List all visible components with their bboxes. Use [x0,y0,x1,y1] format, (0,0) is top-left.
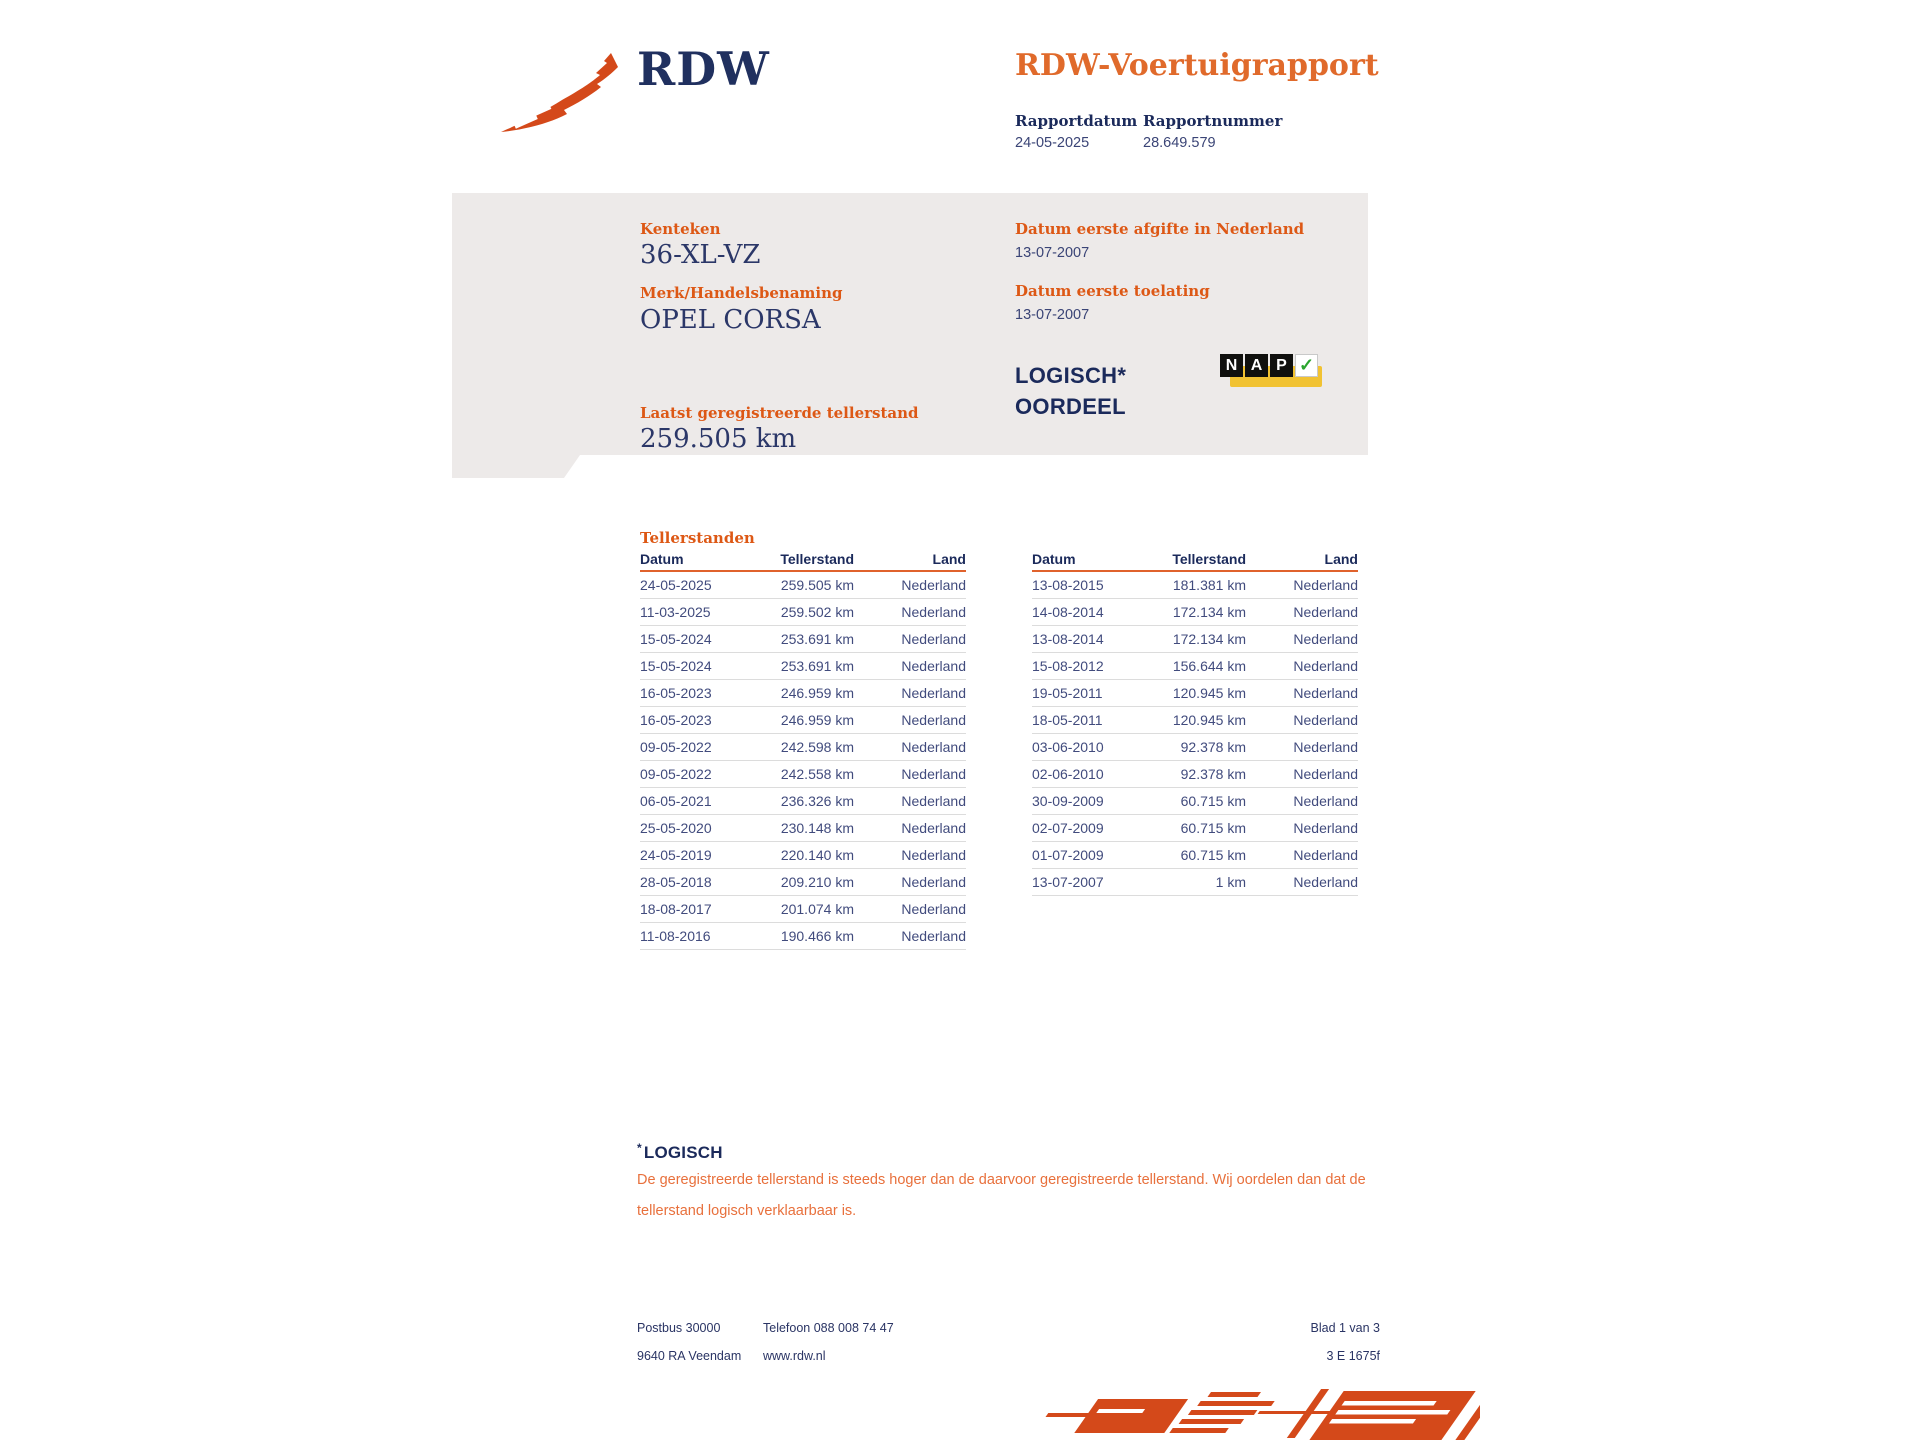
footer-address-line1: Postbus 30000 [637,1321,721,1335]
nap-letter-a: A [1245,354,1268,377]
cell-land: Nederland [901,793,966,809]
cell-datum: 13-08-2014 [1032,631,1104,647]
report-number-label: Rapportnummer [1143,112,1283,130]
footer-page-info [1180,1314,1380,1370]
table-row [1032,815,1358,842]
cell-land: Nederland [1293,577,1358,593]
cell-land: Nederland [901,577,966,593]
cell-land: Nederland [901,847,966,863]
cell-tellerstand: 92.378 km [1180,739,1246,755]
nap-letter-n: N [1220,354,1243,377]
cell-datum: 16-05-2023 [640,712,712,728]
cell-datum: 15-08-2012 [1032,658,1104,674]
cell-land: Nederland [901,766,966,782]
report-title: RDW-Voertuigrapport [1015,48,1379,83]
col-header-datum: Datum [1032,551,1076,567]
table-row [1032,626,1358,653]
report-date-value: 24-05-2025 [1015,135,1090,151]
cell-datum: 19-05-2011 [1032,685,1103,701]
oordeel-text [1015,360,1126,422]
toelating-label: Datum eerste toelating [1015,282,1210,300]
table-row [640,896,966,923]
nap-checkmark-icon: ✓ [1295,354,1318,377]
table-row [640,842,966,869]
footnote-heading-text: LOGISCH [643,1143,723,1162]
cell-land: Nederland [1293,847,1358,863]
kenteken-label: Kenteken [640,220,721,238]
laatste-tellerstand-label: Laatst geregistreerde tellerstand [640,404,919,422]
col-header-tellerstand: Tellerstand [780,551,854,567]
cell-tellerstand: 120.945 km [1172,712,1246,728]
rdw-logotype: RDW [637,42,770,96]
cell-tellerstand: 242.558 km [780,766,854,782]
table-row [640,923,966,950]
table-row [640,599,966,626]
cell-land: Nederland [1293,874,1358,890]
cell-land: Nederland [901,739,966,755]
toelating-value: 13-07-2007 [1015,307,1090,323]
cell-datum: 28-05-2018 [640,874,712,890]
kenteken-value: 36-XL-VZ [640,240,761,270]
speed-lines-graphic-icon [1030,1382,1480,1440]
oordeel-line1: LOGISCH* [1015,363,1127,388]
table-row [640,572,966,599]
cell-datum: 18-08-2017 [640,901,712,917]
report-date-label: Rapportdatum [1015,112,1138,130]
table-row [640,788,966,815]
cell-tellerstand: 201.074 km [780,901,854,917]
cell-tellerstand: 209.210 km [780,874,854,890]
cell-datum: 16-05-2023 [640,685,712,701]
table-row [1032,869,1358,896]
cell-datum: 11-08-2016 [640,928,711,944]
cell-land: Nederland [1293,739,1358,755]
footer-phone: Telefoon 088 008 74 47 [763,1321,894,1335]
cell-datum: 02-06-2010 [1032,766,1104,782]
col-header-tellerstand: Tellerstand [1172,551,1246,567]
col-header-land: Land [932,551,966,567]
cell-datum: 01-07-2009 [1032,847,1104,863]
cell-land: Nederland [1293,685,1358,701]
table-body [1032,572,1358,896]
table-row [640,653,966,680]
cell-land: Nederland [901,631,966,647]
afgifte-value: 13-07-2007 [1015,245,1090,261]
nap-logo [1220,354,1324,390]
cell-tellerstand: 172.134 km [1172,631,1246,647]
cell-datum: 03-06-2010 [1032,739,1104,755]
cell-datum: 25-05-2020 [640,820,712,836]
cell-tellerstand: 60.715 km [1180,847,1246,863]
footer-address [637,1314,741,1370]
cell-land: Nederland [901,658,966,674]
footer-address-line2: 9640 RA Veendam [637,1349,742,1363]
afgifte-label: Datum eerste afgifte in Nederland [1015,220,1305,238]
cell-tellerstand: 253.691 km [780,631,854,647]
cell-tellerstand: 236.326 km [780,793,854,809]
cell-land: Nederland [901,820,966,836]
cell-datum: 06-05-2021 [640,793,712,809]
table-row [1032,572,1358,599]
merk-label: Merk/Handelsbenaming [640,284,843,302]
table-row [1032,842,1358,869]
cell-tellerstand: 60.715 km [1180,793,1246,809]
footnote-heading [637,1141,723,1163]
cell-land: Nederland [901,685,966,701]
table-row [640,680,966,707]
table-row [1032,761,1358,788]
cell-land: Nederland [901,901,966,917]
cell-tellerstand: 92.378 km [1180,766,1246,782]
cell-land: Nederland [1293,820,1358,836]
rdw-wing-logo-icon [498,52,622,134]
tellerstanden-table-right [1032,545,1358,896]
cell-tellerstand: 190.466 km [780,928,854,944]
table-row [1032,599,1358,626]
tellerstanden-heading: Tellerstanden [640,529,755,547]
cell-land: Nederland [1293,658,1358,674]
oordeel-line2: OORDEEL [1015,394,1126,419]
cell-tellerstand: 242.598 km [780,739,854,755]
merk-value: OPEL CORSA [640,305,821,335]
table-row [640,734,966,761]
footer-website: www.rdw.nl [763,1349,826,1363]
cell-datum: 09-05-2022 [640,739,712,755]
laatste-tellerstand-value: 259.505 km [640,424,797,454]
table-row [640,815,966,842]
cell-datum: 13-07-2007 [1032,874,1104,890]
cell-datum: 15-05-2024 [640,658,712,674]
col-header-datum: Datum [640,551,684,567]
cell-tellerstand: 60.715 km [1180,820,1246,836]
cell-land: Nederland [901,712,966,728]
cell-tellerstand: 230.148 km [780,820,854,836]
cell-datum: 24-05-2019 [640,847,712,863]
cell-datum: 30-09-2009 [1032,793,1104,809]
table-row [1032,734,1358,761]
table-row [640,869,966,896]
col-header-land: Land [1324,551,1358,567]
table-row [640,761,966,788]
cell-land: Nederland [1293,793,1358,809]
footer-doc-code: 3 E 1675f [1326,1349,1380,1363]
cell-land: Nederland [1293,712,1358,728]
cell-datum: 24-05-2025 [640,577,712,593]
cell-tellerstand: 156.644 km [1172,658,1246,674]
cell-land: Nederland [901,928,966,944]
cell-tellerstand: 253.691 km [780,658,854,674]
cell-tellerstand: 220.140 km [780,847,854,863]
cell-tellerstand: 172.134 km [1172,604,1246,620]
table-row [640,707,966,734]
cell-tellerstand: 120.945 km [1172,685,1246,701]
footer-page-number: Blad 1 van 3 [1310,1321,1380,1335]
cell-tellerstand: 246.959 km [780,685,854,701]
cell-tellerstand: 259.502 km [780,604,854,620]
cell-tellerstand: 246.959 km [780,712,854,728]
cell-land: Nederland [1293,631,1358,647]
table-row [1032,788,1358,815]
cell-tellerstand: 1 km [1215,874,1246,890]
cell-tellerstand: 259.505 km [780,577,854,593]
cell-land: Nederland [901,604,966,620]
footnote-asterisk: * [637,1141,642,1155]
table-header-row [1032,545,1358,572]
table-row [1032,653,1358,680]
cell-datum: 13-08-2015 [1032,577,1104,593]
footer-contact [763,1314,894,1370]
table-header-row [640,545,966,572]
cell-land: Nederland [901,874,966,890]
tellerstanden-table-left [640,545,966,950]
cell-datum: 14-08-2014 [1032,604,1104,620]
cell-datum: 18-05-2011 [1032,712,1103,728]
cell-datum: 15-05-2024 [640,631,712,647]
cell-datum: 09-05-2022 [640,766,712,782]
cell-tellerstand: 181.381 km [1172,577,1246,593]
cell-datum: 11-03-2025 [640,604,711,620]
table-row [1032,707,1358,734]
table-row [1032,680,1358,707]
table-body [640,572,966,950]
report-number-value: 28.649.579 [1143,135,1216,151]
cell-datum: 02-07-2009 [1032,820,1104,836]
table-row [640,626,966,653]
nap-letter-p: P [1270,354,1293,377]
cell-land: Nederland [1293,604,1358,620]
cell-land: Nederland [1293,766,1358,782]
footnote-body: De geregistreerde tellerstand is steeds hoger dan de daarvoor geregistreerde tellerstand. Wij oordelen dan dat de tellerstand logisch verklaarbaar is. [637,1172,1366,1219]
